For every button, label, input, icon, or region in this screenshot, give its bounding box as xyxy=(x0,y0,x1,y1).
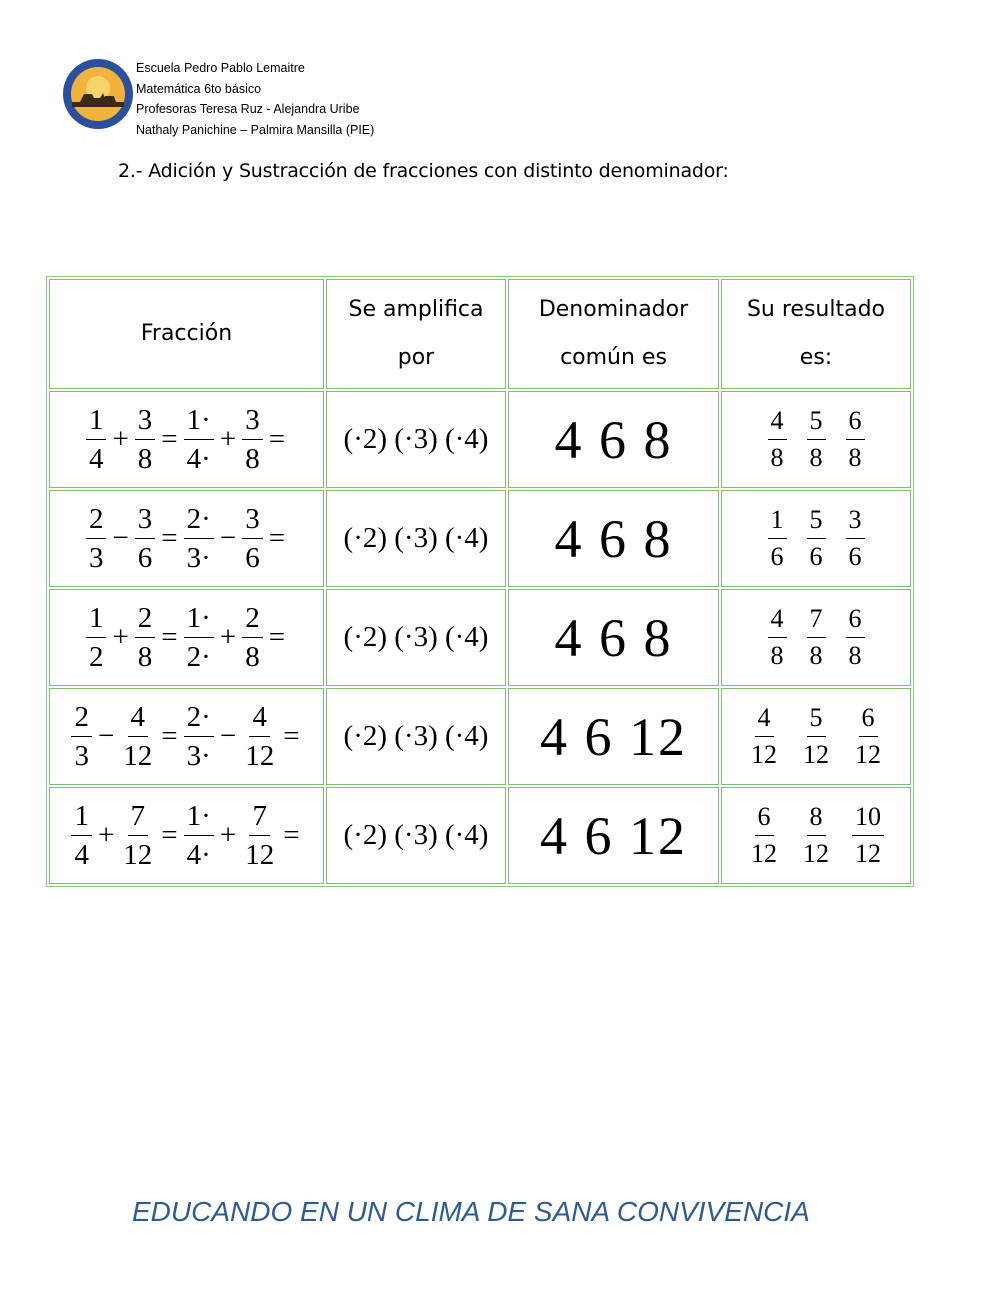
amplify-options: (·2) (·3) (·4) xyxy=(326,589,506,686)
table-row xyxy=(49,787,911,884)
denominator-options: 4 6 8 xyxy=(508,589,719,686)
result-options: $\frac{4}{8}$ $\frac{7}{8}$ $\frac{6}{8}$ xyxy=(721,589,911,686)
school-logo xyxy=(62,58,134,130)
fraction-expression: $\frac{1}{2}$ + $\frac{2}{8}$ = $\frac{1\cdot}{2\cdot}$ + $\frac{2}{8}$ = xyxy=(49,589,324,686)
denominator-options: 4 6 8 xyxy=(508,391,719,488)
amplify-options: (·2) (·3) (·4) xyxy=(326,688,506,785)
header-denominator: Denominador común es xyxy=(508,279,719,389)
fraction-expression: $\frac{2}{3}$ − $\frac{3}{6}$ = $\frac{2\cdot}{3\cdot}$ − $\frac{3}{6}$ = xyxy=(49,490,324,587)
teachers-line-1: Profesoras Teresa Ruz - Alejandra Uribe xyxy=(136,102,360,116)
denominator-options: 4 6 12 xyxy=(508,787,719,884)
fraction-expression: $\frac{1}{4}$ + $\frac{3}{8}$ = $\frac{1\cdot}{4\cdot}$ + $\frac{3}{8}$ = xyxy=(49,391,324,488)
result-options: $\frac{1}{6}$ $\frac{5}{6}$ $\frac{3}{6}$ xyxy=(721,490,911,587)
header-fraction: Fracción xyxy=(49,279,324,389)
denominator-options: 4 6 8 xyxy=(508,490,719,587)
teachers-line-2: Nathaly Panichine – Palmira Mansilla (PIE) xyxy=(136,122,375,137)
fraction-expression: $\frac{1}{4}$ + $\frac{7}{12}$ = $\frac{1\cdot}{4\cdot}$ + $\frac{7}{12}$ = xyxy=(49,787,324,884)
school-name: Escuela Pedro Pablo Lemaitre xyxy=(136,61,305,75)
table-header-row xyxy=(49,279,911,389)
course-name: Matemática 6to básico xyxy=(136,81,262,96)
page-title: 2.- Adición y Sustracción de fracciones con distinto denominador: xyxy=(118,160,729,182)
denominator-options: 4 6 12 xyxy=(508,688,719,785)
header-result: Su resultado es: xyxy=(721,279,911,389)
fraction-expression: $\frac{2}{3}$ − $\frac{4}{12}$ = $\frac{2\cdot}{3\cdot}$ − $\frac{4}{12}$ = xyxy=(49,688,324,785)
amplify-options: (·2) (·3) (·4) xyxy=(326,787,506,884)
amplify-options: (·2) (·3) (·4) xyxy=(326,391,506,488)
table-row xyxy=(49,589,911,686)
table-row xyxy=(49,391,911,488)
header-amplify: Se amplifica por xyxy=(326,279,506,389)
school-info xyxy=(136,58,374,140)
footer-motto: EDUCANDO EN UN CLIMA DE SANA CONVIVENCIA xyxy=(132,1196,810,1227)
table-row xyxy=(49,688,911,785)
result-options: $\frac{4}{8}$ $\frac{5}{8}$ $\frac{6}{8}$ xyxy=(721,391,911,488)
amplify-options: (·2) (·3) (·4) xyxy=(326,490,506,587)
result-options: $\frac{6}{12}$ $\frac{8}{12}$ $\frac{10}{12}$ xyxy=(721,787,911,884)
result-options: $\frac{4}{12}$ $\frac{5}{12}$ $\frac{6}{12}$ xyxy=(721,688,911,785)
table-row xyxy=(49,490,911,587)
fractions-table xyxy=(46,276,914,887)
